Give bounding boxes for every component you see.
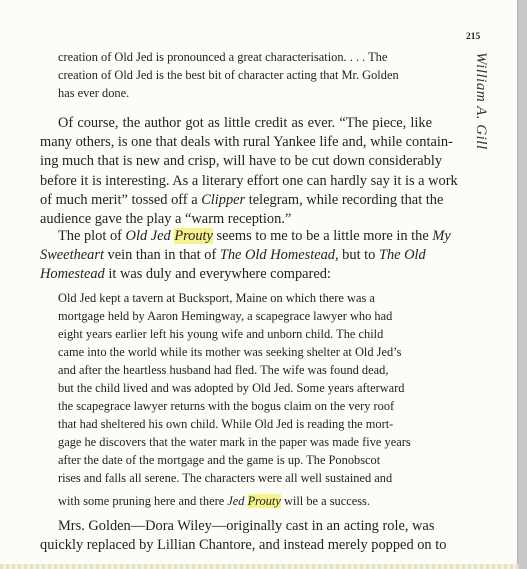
vertical-scrollbar[interactable] (519, 0, 527, 569)
paragraph-line: of much merit” tossed off a Clipper telegram, while recording that the (40, 191, 444, 208)
quote-line: gage he discovers that the water mark in the paper was made five years (58, 435, 411, 449)
paragraph-line: Sweetheart vein than in that of The Old Homestead, but to The Old (40, 247, 426, 264)
paragraph-line: Of course, the author got as little credit as ever. “The piece, like (58, 115, 432, 131)
title-clipper: Clipper (201, 191, 246, 208)
paragraph-line: many others, is one that deals with rural Yankee life and, while contain- (40, 134, 453, 151)
quote-line: but the child lived and was adopted by Old Jed. Some years afterward (58, 381, 405, 395)
page-bottom-edge (0, 564, 519, 569)
paragraph-line: audience gave the play a “warm reception.” (40, 211, 292, 228)
quote-line: the scapegrace lawyer returns with the bogus claim on the very roof (58, 399, 395, 413)
paragraph-line: quickly replaced by Lillian Chantore, and instead merely popped on to (40, 537, 447, 554)
paragraph (40, 227, 451, 285)
quote-line: has ever done. (58, 86, 130, 100)
quote-line: creation of Old Jed is the best bit of character acting that Mr. Golden (58, 68, 399, 82)
paragraph-line: Homestead it was duly and everywhere compared: (40, 266, 331, 283)
paragraph-line: before it is interesting. As a literary effort one can hardly say it is a work (40, 172, 458, 189)
running-head: William A. Gill (473, 52, 489, 150)
page-number: 215 (466, 32, 481, 42)
paragraph (40, 114, 458, 229)
quote-line: mortgage held by Aaron Hemingway, a scapegrace lawyer who had (58, 309, 393, 323)
quote-line: came into the world while its mother was seeking shelter at Old Jed’s (58, 345, 402, 359)
paragraph-line: The plot of Old Jed Prouty seems to me to be a little more in the My (58, 228, 451, 244)
paragraph-line: Mrs. Golden—Dora Wiley—originally cast in an acting role, was (58, 518, 435, 534)
quote-line: eight years earlier left his young wife and unborn child. The child (58, 327, 384, 341)
highlight[interactable]: Prouty (174, 228, 213, 244)
quote-line: creation of Old Jed is pronounced a great characterisation. . . . The (58, 50, 388, 64)
quote-line: Old Jed kept a tavern at Bucksport, Maine on which there was a (58, 291, 375, 305)
quote-line: and after the heartless husband had fled. The wife was found dead, (58, 363, 389, 377)
quote-line: after the date of the mortgage and the game is up. The Ponobscot (58, 453, 381, 467)
quote-line: that had sheltered his own child. While Old Jed is reading the mort- (58, 417, 394, 431)
highlight[interactable]: Prouty (247, 494, 281, 508)
quote-line: with some pruning here and there Jed Prouty will be a success. (58, 494, 370, 508)
paragraph (40, 517, 447, 555)
paragraph-line: ing much that is new and crisp, will have to be cut down considerably (40, 153, 443, 170)
quote-line: rises and falls all serene. The characters were all well sustained and (58, 471, 393, 485)
